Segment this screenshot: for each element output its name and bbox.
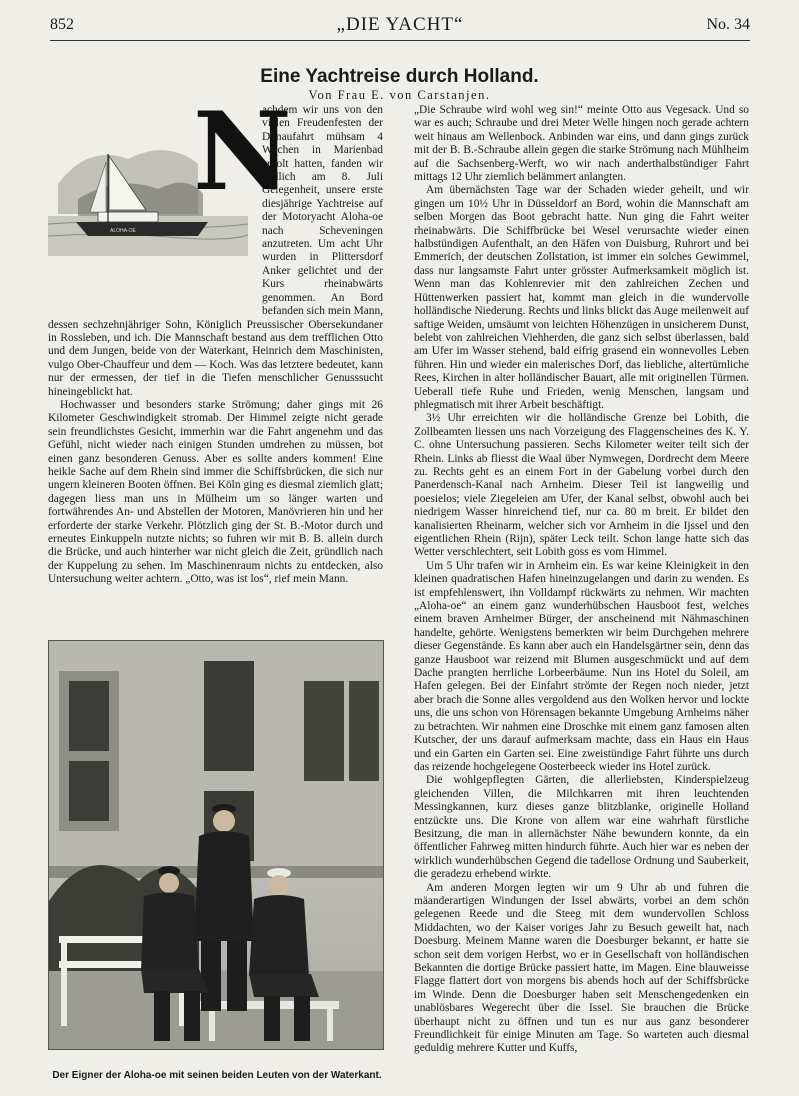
right-column bbox=[414, 104, 749, 1056]
article-byline: Von Frau E. von Carstanjen. bbox=[308, 88, 491, 102]
issue-number: No. 34 bbox=[706, 16, 750, 33]
left-column bbox=[48, 89, 383, 587]
yacht-hull-label: ALOHA-OE bbox=[110, 228, 136, 234]
paragraph: 3½ Uhr erreichten wir die holländische Grenze bei Lobith, die Zollbeamten liessen uns nach Vorzeigung des Flaggenscheines des K. Y. C. ohne Untersuchung passieren. Sechs Kilometer weiter teilt sich der Rhein. Links ab fliesst die Waal über Nymwegen, Dordrecht dem Meere zu. Rechts geht es an einem Fort in der Gabelung vorbei durch den Panerdensch-Kanal nach Arnheim. Dieser Teil ist langweilig und poesielos; viele Ziegeleien am Ufer, der Kanal selbst, obwohl auch bei niedrigem Wasser hinreichend tief, nur ca. 80 m breit. Er bildet den kanalisierten Rheinarm, welcher sich vor Arnheim in die Ijssel und den eigentlichen Rhein (Rijn), später Leck teilt. Schon lange hatte sich das Wetter verschlechtert, seit Lobith goss es vom Himmel. bbox=[414, 412, 749, 559]
journal-title: „DIE YACHT“ bbox=[336, 14, 464, 35]
crew-photograph bbox=[48, 640, 384, 1050]
paragraph: „Die Schraube wird wohl weg sin!“ meinte Otto aus Vegesack. Und so war es auch; Schraube und drei Meter Welle hingen noch gerade achtern weit hinaus am Wellenbock. Anbinden war eins, und dann gings zurück mit der B. B.-Schraube allein gegen die starke Strömung nach Mühlheim auf die Sachsenberg-Werft, wo wir nach anderthalbstündiger Fahrt mittags 12 Uhr ziemlich belämmert anlangten. bbox=[414, 104, 749, 184]
paragraph: achdem wir uns von den vielen Freudenfesten der Donaufahrt mühsam 4 Wochen in Marienbad erholt hatten, fanden wir endlich am 8. Juli Gelegenheit, unsere erste diesjährige Yachtreise auf der Motoryacht Aloha-oe nach Scheveningen anzutreten. Um acht Uhr wurden in Plittersdorf Anker gelichtet und der Kurs rheinabwärts genommen. An Bord befanden sich mein Mann, dessen sechzehnjähriger Sohn, Königlich Preussischer Obersekundaner in Rossleben, und ich. Die Mannschaft bestand aus dem trefflichen Otto und dem Jungen, beide von der Waterkant, Heinrich dem Maschinisten, vulgo Ober-Chauffeur und dem — Koch. Was das letztere bedeutet, kann nur der ermessen, der tief in die Tiefen menschlicher Genusssucht hineingeblickt hat. bbox=[48, 104, 383, 398]
paragraph: Die wohlgepflegten Gärten, die allerliebsten, Kinderspielzeug gleichenden Villen, die Milchkarren mit ihren leuchtenden Messingkannen, kurz dieses ganze blitzblanke, originelle Holland entzückte uns. Die Krone von allem war eine wahrhaft fürstliche Besitzung, die man in allernächster Nähe bewundern konnte, da ein öffentlicher Fahrweg mitten hindurch führte. Auch hier war es neben der wirklich wunderhübschen Gegend die tadellose Ordnung und Sauberkeit, die geradezu erhebend wirkte. bbox=[414, 774, 749, 881]
paragraph: Hochwasser und besonders starke Strömung; daher gings mit 26 Kilometer Geschwindigkeit stromab. Der Himmel zeigte nicht gerade sein freundlichstes Gesicht, immerhin war die Fahrt angenehm und das Gefühl, nicht wieder nach einigen Stunden umdrehen zu müssen, bot einen ganz besonderen Genuss. Aber es sollte anders kommen! Eine heikle Sache auf dem Rhein sind immer die Schiffsbrücken, die sich nur ungern kleineren Booten öffnen. Bei Köln ging es diesmal ziemlich glatt; dagegen liess man uns in Mülheim um so länger warten und fortwährendes An- und Abstellen der Motoren, Manövrieren hin und her erforderte der starke Verkehr. Plötzlich ging der St. B.-Motor durch und erneutes Einkuppeln nutzte nichts; so fuhren wir mit B. B. allein durch die Brücke, und auch hinterher war nicht gleich die Zeit, gründlich nach der Kuppelung zu sehen. Im Maschinenraum nichts zu entdecken, also Untersuchung weiter achtern. „Otto, was ist los“, rief mein Mann. bbox=[48, 398, 383, 586]
running-header bbox=[50, 6, 750, 41]
paragraph: Am anderen Morgen legten wir um 9 Uhr ab und fuhren die mäanderartigen Windungen der Issel abwärts, vorbei an dem schön gelegenen Reede und die Steeg mit dem wundervollen Schloss Middachten, wo der Kaiser voriges Jahr zu Besuch geweilt hat, nach Doesburg. Meinem Manne waren die Doesburger bekannt, er hatte sie schon seit dem vorigen Herbst, wo er in Gesellschaft von holländischen Bekannten die dortige Brücke passiert hatte, im Magen. Eine blauweisse Flagge flattert dort von morgens bis abends hoch auf der Schiffsbrücke im Winde. Denn die Doesburger haben seit Menschengedenken ein unablösbares Wegerecht über die Issel. Sie brauchen die Brücke überhaupt nicht zu öffnen und tun es nur aus ganz besonderer Freundlichkeit für einige Minuten am Tage. So warteten auch diesmal geduldig mehrere Kutter und Kuffs, bbox=[414, 881, 749, 1055]
page-number: 852 bbox=[50, 16, 74, 33]
article-title: Eine Yachtreise durch Holland. bbox=[260, 66, 539, 87]
drop-cap-letter: N bbox=[193, 89, 292, 215]
paragraph: Am übernächsten Tage war der Schaden wieder geheilt, und wir gingen um 10½ Uhr in Düsseldorf an Bord, wohin die Mannschaft am selben Morgen das Boot gebracht hatte. Nun ging die Fahrt weiter rheinabwärts. Die Schiffbrücke bei Wesel verursachte wieder einen halbstündigen Aufenthalt, an den Häfen von Duisburg, Ruhrort und bei Emmerich, der deutschen Zollstation, ist immer ein solches Gewimmel, dass nur langsamste Fahrt unter grösster Aufmerksamkeit möglich ist. Wenn man das Kohlenrevier mit den zahlreichen Zechen und Hüttenwerken passiert hat, kommt man gleich in die wundervolle holländische Niederung. Rechts und links blickt das Auge meilenweit auf saftige Weiden, umsäumt von leichten Höhenzügen in unsicherem Dunst, belebt von zahlreichen Viehherden, die ganz sich selbst überlassen, bald am Ufer im Wasser stehend, bald eifrig grasend ein wonnevolles Leben führen. Hin und wieder ein malerisches Dorf, das liebliche, altertümliche Rees, Kirchen in alter holländischer Bauart, alle mit originellen Türmen. Ueberall tiefe Ruhe und Frieden, wenig Menschen, langsam und phlegmatisch mit ihrer Arbeit beschäftigt. bbox=[414, 184, 749, 411]
photo-caption: Der Eigner der Aloha-oe mit seinen beiden Leuten von der Waterkant. bbox=[52, 1070, 382, 1081]
paragraph: Um 5 Uhr trafen wir in Arnheim ein. Es war keine Kleinigkeit in den kleinen quadratischen Hafen hineinzugelangen und darin zu wenden. Es ist empfehlenswert, ihn Volldampf rückwärts zu nehmen. Wir machten „Aloha-oe“ an einem ganz wunderhübschen Hausboot fest, welches einem braven Arnheimer Bürger, der anscheinend mit Nähmaschinen handelte, gehörte. Wenigstens bemerkten wir beim Durchgehen mehrere dieser Gegenstände. Es kann aber auch ein Handelsgärtner sein, denn das ganze Hausboot war reizend mit Blumen ausgeschmückt und auf dem Dache prangten herrliche Lorbeerbäume. Nun ins Hotel du Soleil, am Hafen gelegen. Bei der Einfahrt strömte der Regen noch nieder, jetzt aber brach die Sonne alles vergoldend aus den Wolken hervor und lockte uns, die uns schon von Hörensagen bekannte Umgebung Arnheims näher zu betrachten. Wir nahmen eine Droschke mit einem ganz famosen alten Kutscher, der uns darauf aufmerksam machte, dass ein Haus ein Haus und ein Garten ein Garten sei. Eine zweistündige Fahrt führte uns durch das reizende hochgelegene Oosterbeeck wieder ins Hotel zurück. bbox=[414, 559, 749, 773]
